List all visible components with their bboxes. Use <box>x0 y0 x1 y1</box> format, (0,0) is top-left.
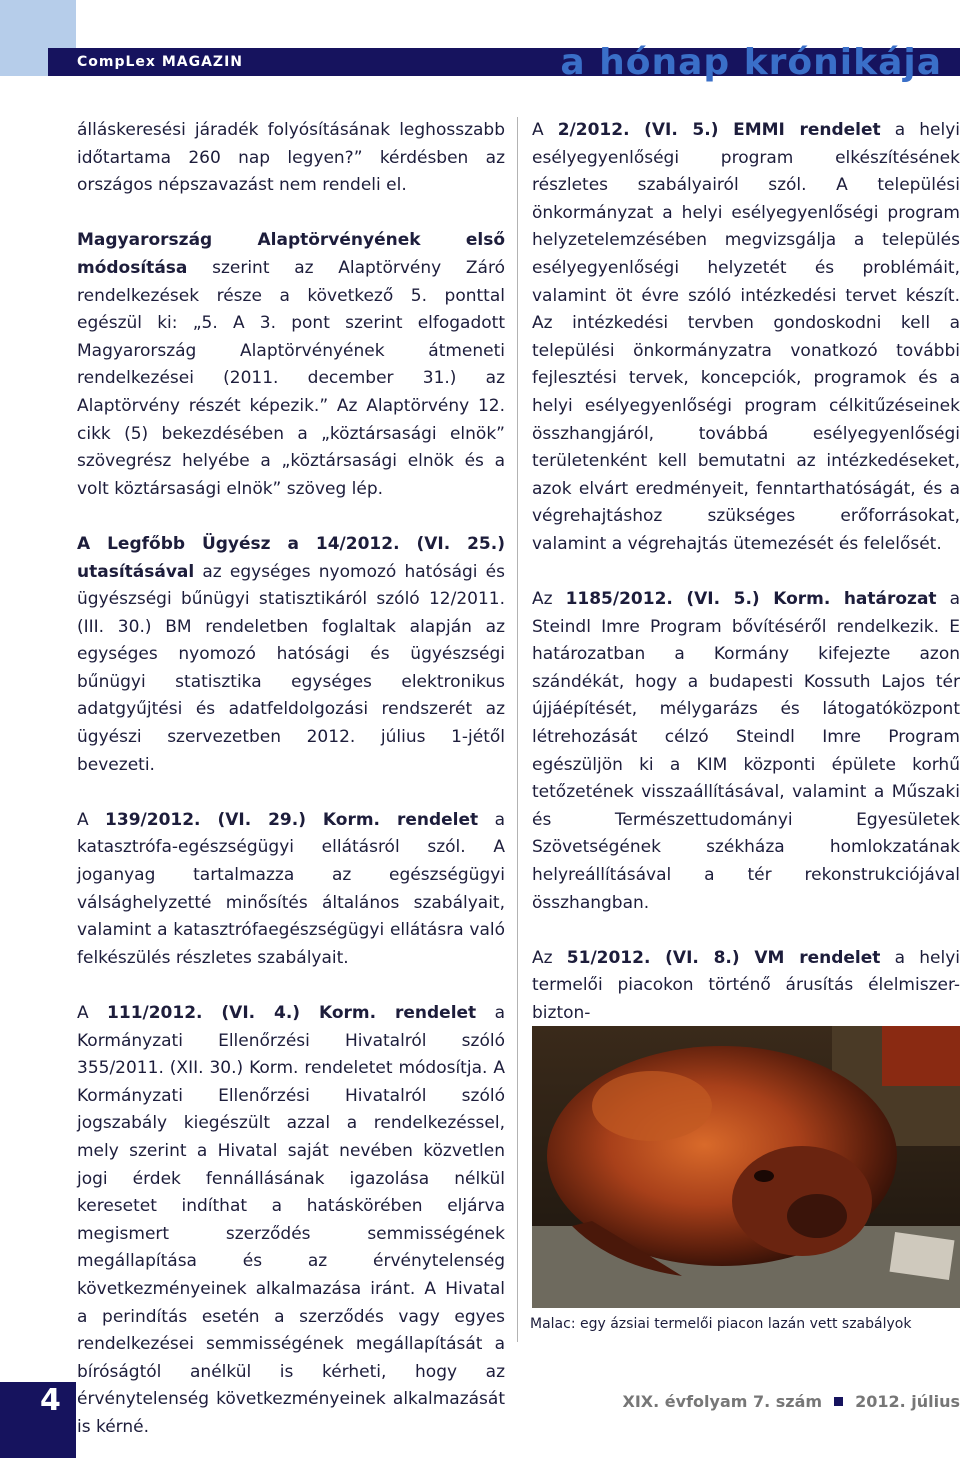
paragraph-heading: Magyarország Alaptörvényének első módosítása <box>77 230 505 278</box>
paragraph-heading: 1185/2012. (VI. 5.) Korm. határozat <box>565 589 937 610</box>
paragraph-prefix: A <box>77 809 106 830</box>
paragraph-text: a helyi termelői piacokon történő árusítás élelmiszer-bizton- <box>532 947 960 1023</box>
photo-caption: Malac: egy ázsiai termelői piacon lazán vett szabályok <box>530 1316 912 1332</box>
paragraph-vm <box>532 945 960 1028</box>
page-number: 4 <box>40 1383 61 1418</box>
paragraph-text: a Kormányzati Ellenőrzési Hivatalról szóló 355/2011. (XII. 30.) Korm. rendeletet módosítja. A Kormányzati Ellenőrzési Hivatalról szóló jogszabály kiegészült azzal a rendelkezéssel, mely szerint a Hivatal saját nevében közvetlen jogi érdek fennállásának igazolása nélkül keresetet indíthat a hatáskörében eljárva megismert szerződés semmisségének megállapítása és az érvénytelenség következményeinek alkalmazása iránt. A Hivatal a perindítás esetén a szerződés vagy egyes rendelkezései semmisségének megállapítását a bíróságtól anélkül is kérheti, hogy az érvénytelenség következményeinek alkalmazását is kérné. <box>77 1003 505 1437</box>
paragraph-heading: 139/2012. (VI. 29.) Korm. rendelet <box>105 809 479 830</box>
page-number-block <box>0 1382 76 1458</box>
magazine-name: CompLex MAGAZIN <box>77 54 243 70</box>
paragraph-text: a katasztrófa-egészségügyi ellátásról szól. A joganyag tartalmazza az egészségügyi válsághelyzetté minősítés általános szabályait, valamint a katasztrófaegészségügyi ellátásra való felkészülés részletes szabályait. <box>77 809 505 968</box>
footer-issue-info <box>623 1392 960 1411</box>
paragraph-heading: 51/2012. (VI. 8.) VM rendelet <box>566 947 881 968</box>
paragraph-prefix: Az <box>532 947 567 968</box>
paragraph-prefix: Az <box>532 589 566 610</box>
paragraph-heading: 2/2012. (VI. 5.) EMMI rendelet <box>557 120 881 140</box>
paragraph-referendum <box>77 117 505 200</box>
roast-pig-photo <box>532 1026 960 1308</box>
paragraph-heading: A Legfőbb Ügyész a 14/2012. (VI. 25.) utasításával <box>77 533 505 582</box>
paragraph-text: a Steindl Imre Program bővítéséről rendelkezik. E határozatban a Kormány kifejezte azon szándékát, hogy a budapesti Kossuth Lajos tér újjáépítését, mélygarázs és látogatóközpont létrehozását célzó Steindl Imre Program egészüljön ki a KIM központi épülete korhű tetőzetének visszaállításával, valamint a Műszaki és Természettudományi Egyesületek Szövetségének székháza homlokzatának helyreállításával a tér rekonstrukciójával összhangban. <box>532 589 960 913</box>
paragraph-katasztrofa <box>77 807 505 973</box>
column-divider <box>517 117 518 1342</box>
paragraph-alaptorveny <box>77 227 505 503</box>
section-title: a hónap krónikája <box>560 42 942 83</box>
paragraph-legfobb-ugyesz <box>77 531 505 779</box>
paragraph-text: szerint az Alaptörvény Záró rendelkezések része a következő 5. ponttal egészül ki: „5. A 3. pont szerint elfogadott Magyarország Alaptörvényének átmeneti rendelkezései (2011. december 31.) az Alaptörvény részét képezik.” Az Alaptörvény 12. cikk (5) bekezdésében a „köztársasági elnök” szövegrész helyébe a „köztársasági elnök és a volt köztársasági elnök” szöveg lép. <box>77 257 505 499</box>
paragraph-text: a helyi esélyegyenlőségi program elkészítésének részletes szabályairól szól. A települési önkormányzat a helyi esélyegyenlőségi program helyzetelemzésében megvizsgálja a település esélyegyenlőségi helyzetét és problémáit, valamint öt évre szóló intézkedési tervet készít. Az intézkedési tervben gondoskodni kell a települési önkormányzatra vonatkozó további fejlesztési tervek, koncepciók, programok és a helyi esélyegyenlőségi program célkitűzéseinek összhangjáról, továbbá esélyegyenlőségi területenként kell bemutatni az intézkedéseket, azok elvárt eredményeit, fenntarthatóságát, és a végrehajtáshoz szükséges erőforrásokat, valamint a végrehajtás ütemezését és felelősét. <box>532 120 960 554</box>
paragraph-prefix: A <box>532 120 558 140</box>
paragraph-heading: 111/2012. (VI. 4.) Korm. rendelet <box>107 1003 477 1023</box>
paragraph-keh <box>77 1000 505 1442</box>
issue-label: XIX. évfolyam 7. szám <box>622 1392 823 1411</box>
separator-square-icon <box>834 1397 843 1406</box>
issue-date: 2012. július <box>855 1392 960 1411</box>
right-column <box>532 117 960 1055</box>
paragraph-emmi <box>532 117 960 559</box>
left-column <box>77 117 505 1469</box>
paragraph-text: álláskeresési járadék folyósításának leghosszabb időtartama 260 nap legyen?” kérdésben az országos népszavazást nem rendeli el. <box>77 120 505 196</box>
paragraph-steindl <box>532 586 960 917</box>
paragraph-prefix: A <box>77 1003 108 1023</box>
paragraph-text: az egységes nyomozó hatósági és ügyészségi bűnügyi statisztikáról szóló 12/2011. (III. 30.) BM rendeletben foglaltak alapján az egységes nyomozó hatósági és ügyészségi bűnügyi statisztika egységes elektronikus adatgyűjtési és adatfeldolgozási rendszerét az ügyészi szervezetben 2012. július 1-jétől bevezeti. <box>77 561 505 775</box>
